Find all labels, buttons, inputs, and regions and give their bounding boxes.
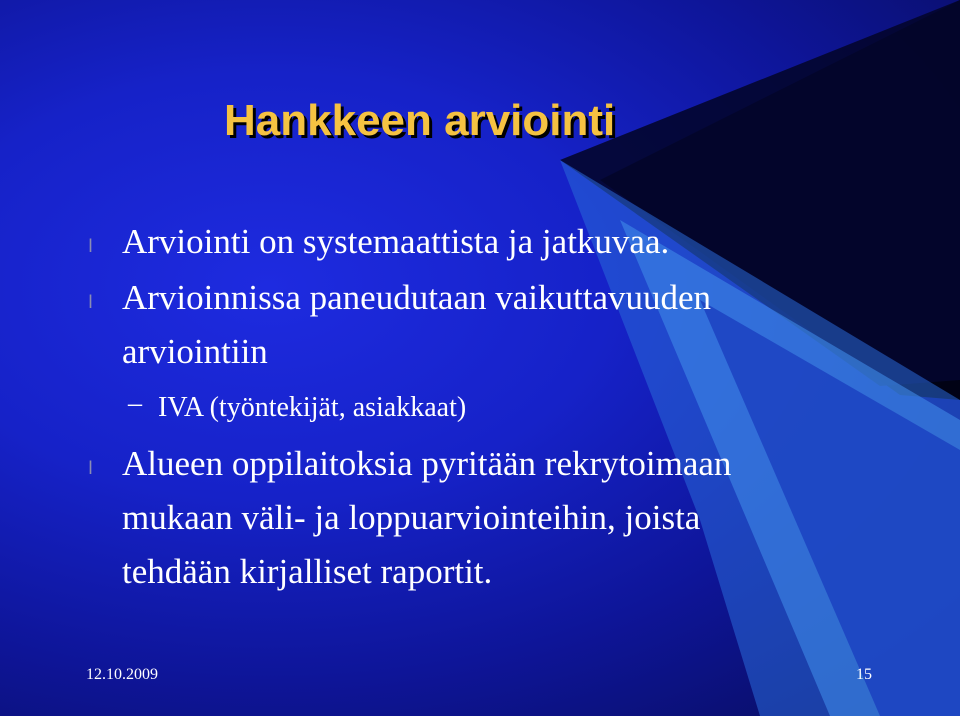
sub-bullet-dash: – xyxy=(128,388,142,419)
bullet-marker: l xyxy=(88,236,94,257)
bullet-3-line-3: tehdään kirjalliset raportit. xyxy=(122,552,493,591)
slide-date: 12.10.2009 xyxy=(86,666,158,683)
bullet-marker: l xyxy=(88,458,94,479)
bullet-3-line-1: Alueen oppilaitoksia pyritään rekrytoimaan xyxy=(122,444,732,483)
bullet-2-line-1: Arvioinnissa paneudutaan vaikuttavuuden xyxy=(122,278,712,317)
slide-title: Hankkeen arviointi xyxy=(224,96,616,145)
sub-bullet-line-1: IVA (työntekijät, asiakkaat) xyxy=(158,392,467,423)
bullet-3-line-2: mukaan väli- ja loppuarviointeihin, joista xyxy=(122,498,701,537)
bullet-1-line-1: Arviointi on systemaattista ja jatkuvaa. xyxy=(122,222,670,261)
slide-number: 15 xyxy=(856,666,872,683)
bullet-marker: l xyxy=(88,292,94,313)
bullet-2-line-2: arviointiin xyxy=(122,332,268,371)
